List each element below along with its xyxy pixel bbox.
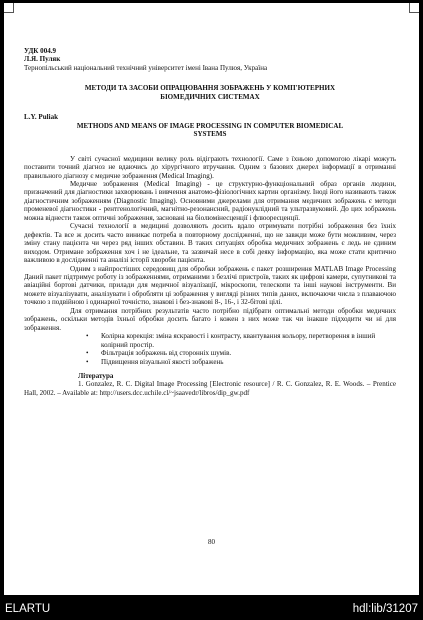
document-page [4,3,419,595]
crop-mark-top-left [4,3,14,13]
udk-code: УДК 004.9 [24,47,57,55]
bullet-item [24,332,396,349]
bullet-icon: • [86,357,89,366]
reference-1: 1. Gonzalez, R. C. Digital Image Processing [Electronic resource] / R. C. Gonzalez, R. E. Woods. – Prentice Hall, 2002. – Available at: http://users.dcc.uchile.cl/~jsaavedr/libros/dip_gw.pdf [24,380,396,397]
viewer-footer [0,598,423,620]
paragraph-3: Сучасні технології в медицині дозволяють досить вдало отримувати потрібні зображення без їхніх дефектів. Та все ж досить часто виникає потреба в повторному дослідженні, що не завжди може бути можливим, через зміну стану пацієнта чи через ряд інших обставин. В таких ситуаціях обробка медичних зображень є ледь не єдиним виходом. Отримане зображення хоч і не ідеальне, та зазвичай несе в собі деяку інформацію, яка може стати критично важливою в дослідженні та аналізі історії хвороби пацієнта. [24,222,396,265]
bullet-text: Фільтрація зображень від сторонніх шумів. [101,349,232,358]
paragraph-1: У світі сучасної медицини велику роль відіграють технології. Саме з їхньою допомогою лікарі можуть поставити точний діагноз не вдаючись до хірургічного втручання. Одним з базових джерел інформації в отриманні правильного діагнозу є медичне зображення (Medical Imaging). [24,154,396,180]
bullet-item [24,349,396,357]
literature-heading: Література [78,371,114,380]
bullet-item [24,358,396,366]
repository-label: ELARTU [5,603,51,615]
author-ua: Л.Я. Пуляк [24,55,61,64]
paragraph-2: Медичне зображення (Medical Imaging) - це структурно-функціональний образ органів людини, призначений для діагностики захворювань і вивчення анатомо-фізіологічних картин організму. Іноді його називають також діагностичним зображенням (Diagnostic Imaging). Основними джерелами для отримання медичних зображень є методи променевої діагностики - рентгенологічний, магнітно-резонансний, радіонуклідний та ультразвуковий. До цих зображень можна віднести також оптичні зображення, засновані на біолюмінесценції і флюоресценції. [24,179,396,222]
article-content [24,47,396,397]
page-number: 80 [207,538,216,546]
title-en: METHODS AND MEANS OF IMAGE PROCESSING IN COMPUTER BIOMEDICAL SYSTEMS [76,121,344,139]
bullet-text: Колірна корекція: зміна яскравості і контрасту, квантування кольору, перетворення в інший колірний простір. [101,332,376,349]
bullet-icon: • [86,349,89,358]
paragraph-5: Для отримання потрібних результатів часто потрібно підібрати оптимальні методи обробки медичних зображень, оскільки методів їхньої обробки досить багато і кожен з них може так чи інакше підходити чи ні для зображення. [24,306,396,332]
crop-mark-top-right [409,3,419,13]
author-en: L.Y. Puliak [24,113,59,122]
bullet-icon: • [86,332,89,341]
affiliation: Тернопільський національний технічний університет імені Івана Пулюя, Україна [24,63,268,72]
bullet-text: Підвищення візуальної якості зображень [101,357,224,366]
title-ua: МЕТОДИ ТА ЗАСОБИ ОПРАЦЮВАННЯ ЗОБРАЖЕНЬ У КОМП'ЮТЕРНИХ БІОМЕДИЧНИХ СИСТЕМАХ [84,84,336,101]
paragraph-4: Одним з найпростіших середовищ для обробки зображень є пакет розширення MATLAB Image Processing Даний пакет підтримує роботу із зображеннями, отриманими з безлічі пристроїв, таких як цифрові камери, супутникові та авіаційні бортові датчики, прилади для медичної візуалізації, мікроскопи, телескопи та інші наукові інструменти. Ви можете візуалізувати, аналізувати і обробляти ці зображення у вигляді різних типів даних, включаючи числа з плаваючою точкою з подвійною і одинарної точністю, знакові і без-знакові 8-, 16-, і 32-бітові цілі. [24,264,396,307]
bullet-list [24,332,396,366]
handle-label: hdl:lib/31207 [352,603,418,615]
